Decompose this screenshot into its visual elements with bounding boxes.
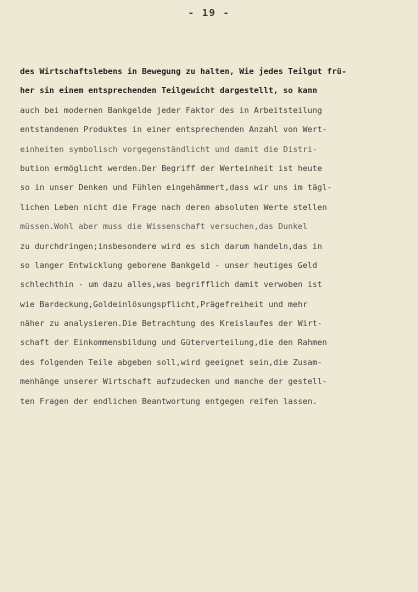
text-line: müssen.Wohl aber muss die Wissenschaft versuchen,das Dunkel: [20, 221, 308, 232]
text-line: wie Bardeckung,Goldeinlösungspflicht,Prägefreiheit und mehr: [20, 298, 308, 309]
page-number: - 19 -: [187, 8, 231, 19]
text-line: entstandenen Produktes in einer entsprechenden Anzahl von Wert-: [20, 124, 327, 135]
text-line: auch bei modernen Bankgelde jeder Faktor des in Arbeitsteilung: [20, 104, 323, 115]
text-line: ten Fragen der endlichen Beantwortung entgegen reifen lassen.: [20, 395, 318, 406]
text-line: zu durchdringen;insbesondere wird es sich darum handeln,das in: [20, 240, 323, 251]
text-line: näher zu analysieren.Die Betrachtung des Kreislaufes der Wirt-: [20, 318, 323, 329]
text-line: bution ermöglicht werden.Der Begriff der Werteinheit ist heute: [20, 162, 323, 173]
body-text: [20, 62, 404, 411]
text-line: schaft der Einkommensbildung und Güterverteilung,die den Rahmen: [20, 337, 327, 348]
text-line: so in unser Denken und Fühlen eingehämmert,dass wir uns im tägl-: [20, 182, 332, 193]
text-line: menhänge unserer Wirtschaft aufzudecken und manche der gestell-: [20, 376, 327, 387]
text-line: so langer Entwicklung geborene Bankgeld - unser heutiges Geld: [20, 259, 318, 270]
text-line: lichen Leben nicht die Frage nach deren absoluten Werte stellen: [20, 201, 327, 212]
text-line: schlechthin - um dazu alles,was begrifflich damit verwoben ist: [20, 279, 323, 290]
text-line: einheiten symbolisch vorgegenständlicht und damit die Distri-: [20, 143, 318, 154]
text-line: her sin einem entsprechenden Teilgewicht dargestellt, so kann: [20, 85, 318, 96]
text-line: des folgenden Teile abgeben soll,wird geeignet sein,die Zusam-: [20, 356, 323, 367]
text-line: des Wirtschaftslebens in Bewegung zu halten, Wie jedes Teilgut frü-: [20, 66, 347, 76]
